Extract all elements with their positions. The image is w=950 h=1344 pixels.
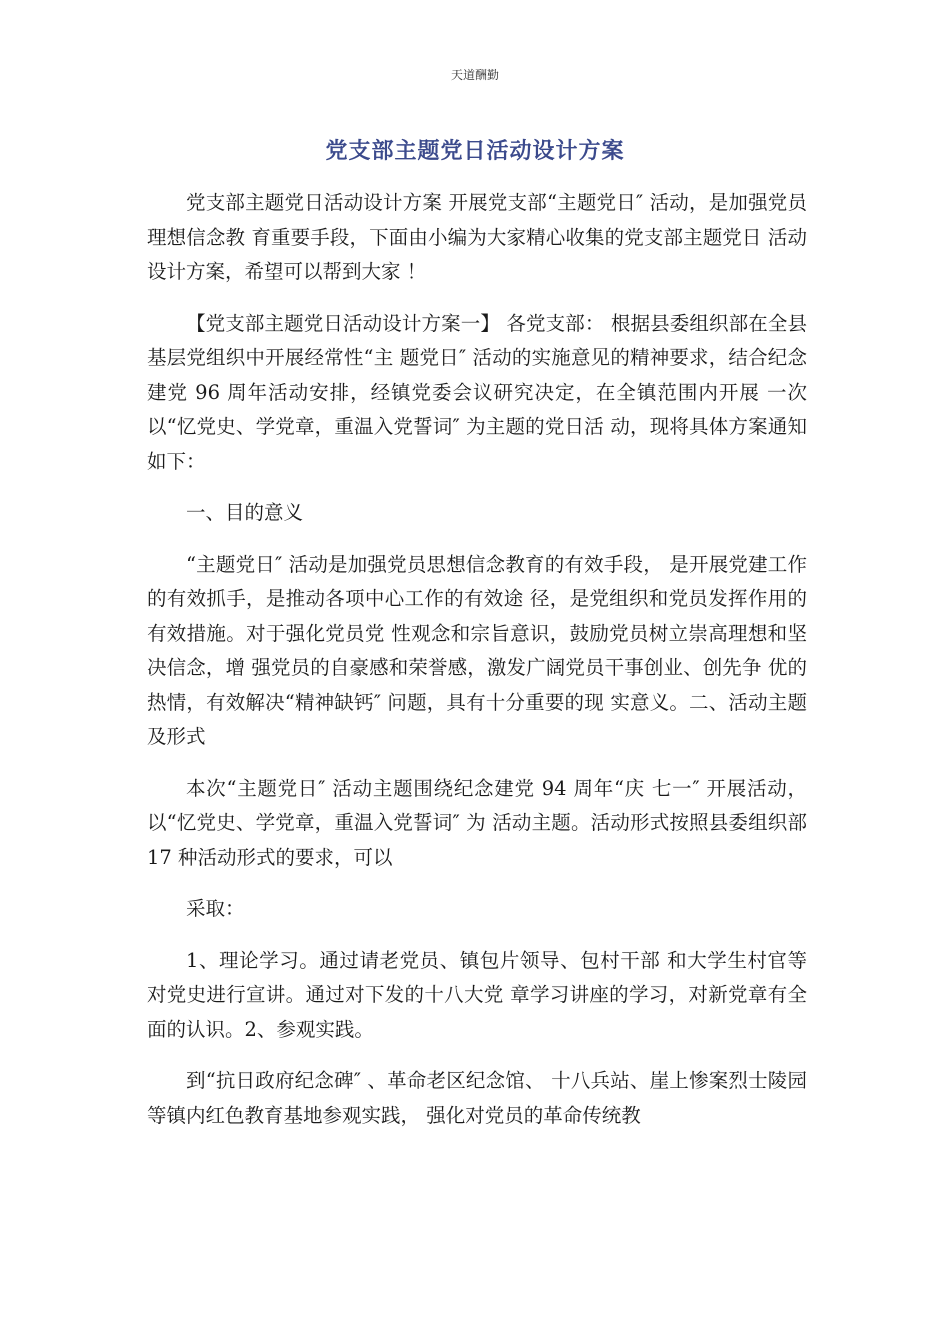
page-header: 天道酬勤 xyxy=(450,68,499,82)
document-title: 党支部主题党日活动设计方案 xyxy=(325,139,625,164)
paragraph-theme: 本次“主题党日″ 活动主题围绕纪念建党 94 周年“庆 七一″ 开展活动，以“忆党史、学党章，重温入党誓词″ 为 活动主题。活动形式按照县委组织部 17 种活动形式的要求，可以 xyxy=(147,776,807,869)
document-body xyxy=(147,186,807,1150)
paragraph-adopt: 采取： xyxy=(186,897,245,920)
paragraph-plan-one: 【党支部主题党日活动设计方案一】 各党支部： 根据县委组织部在全县基层党组织中开展经常性“主 题党日″ 活动的实施意见的精神要求，结合纪念建党 96 周年活动安排，经镇党委会议研究决定，在全镇范围内开展 一次以“忆党史、学党章，重温入党誓词″ 为主题的党日活 动，现将具体方案通知如下： xyxy=(147,311,807,473)
paragraph-intro: 党支部主题党日活动设计方案 开展党支部“主题党日″ 活动，是加强党员理想信念教 育重要手段，下面由小编为大家精心收集的党支部主题党日 活动设计方案，希望可以帮到大家 ！ xyxy=(147,191,807,283)
paragraph-purpose: “主题党日″ 活动是加强党员思想信念教育的有效手段， 是开展党建工作的有效抓手，是推动各项中心工作的有效途 径，是党组织和党员发挥作用的有效措施。对于强化党员党 性观念和宗旨意识，鼓励党员树立崇高理想和坚决信念，增 强党员的自豪感和荣誉感，激发广阔党员干事创业、创先争 优的热情，有效解决“精神缺钙″ 问题，具有十分重要的现 实意义。二、活动主题及形式 xyxy=(147,552,807,748)
paragraph-theory-study: 1、理论学习。通过请老党员、镇包片领导、包村干部 和大学生村官等对党史进行宣讲。通过对下发的十八大党 章学习讲座的学习，对新党章有全面的认识。2、参观实践。 xyxy=(147,948,807,1041)
paragraph-visit-practice: 到“抗日政府纪念碑″ 、革命老区纪念馆、 十八兵站、崖上惨案烈士陵园等镇内红色教育基地参观实践， 强化对党员的革命传统教 xyxy=(147,1069,807,1127)
section-heading-purpose: 一、目的意义 xyxy=(186,501,304,524)
